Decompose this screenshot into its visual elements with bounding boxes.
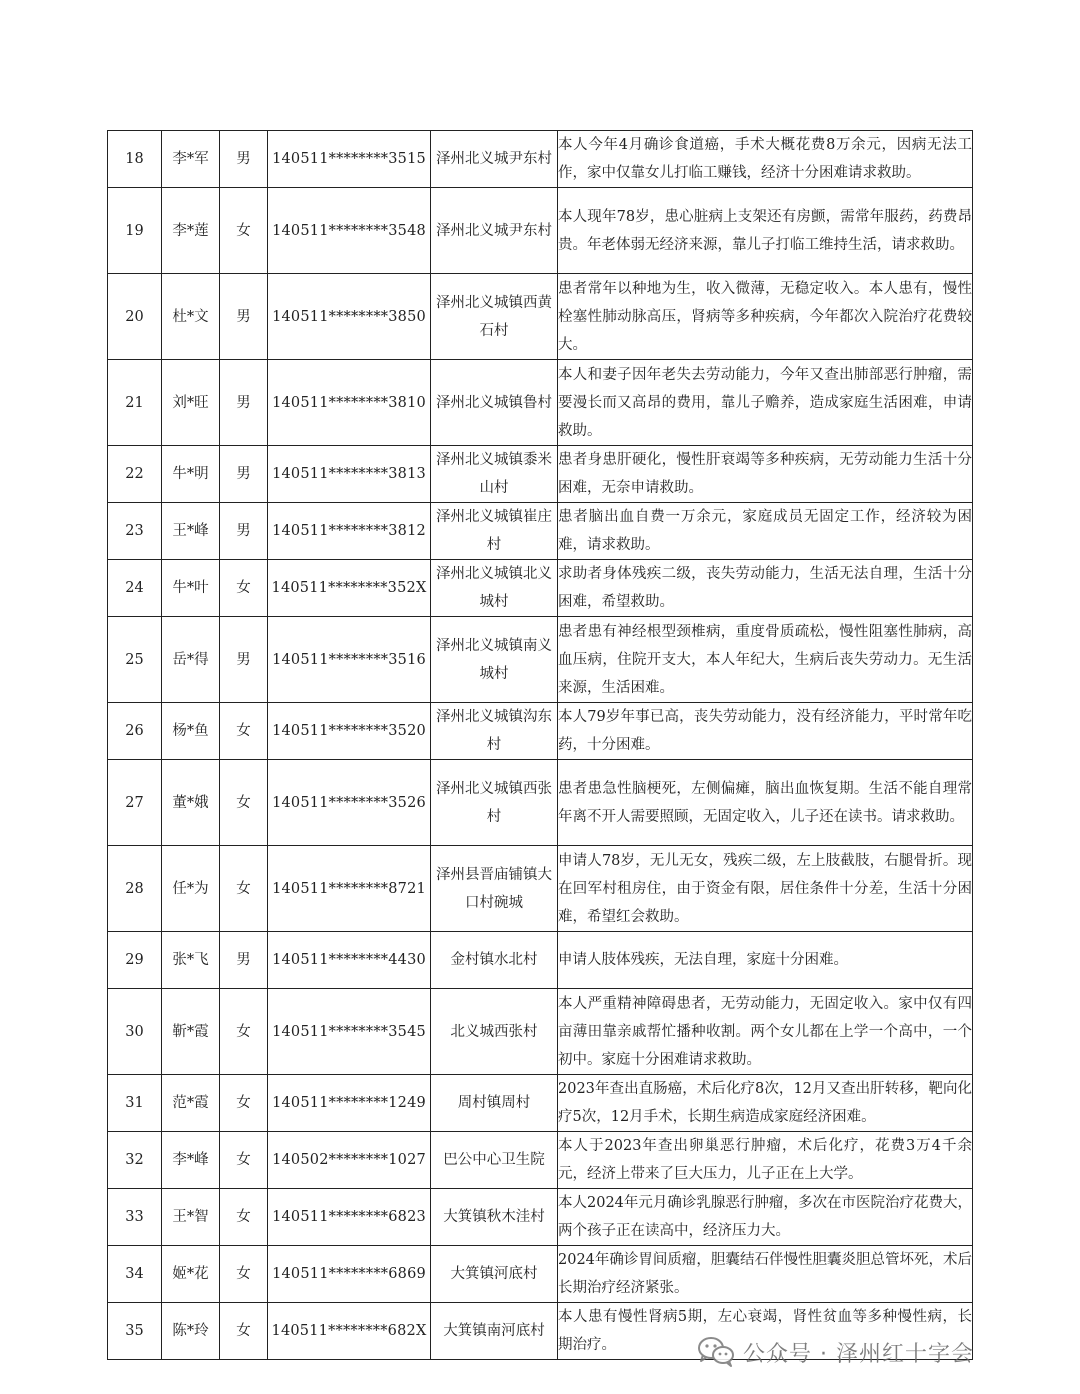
name-cell: 王*峰 [162,503,220,560]
table-row [108,1132,973,1189]
description-cell: 患者身患肝硬化，慢性肝衰竭等多种疾病，无劳动能力生活十分困难，无奈申请救助。 [558,446,973,503]
table-row [108,617,973,703]
address-cell: 泽州北义城镇西张村 [431,760,558,846]
address-cell: 泽州北义城镇鲁村 [431,360,558,446]
address-cell: 泽州北义城镇黍米山村 [431,446,558,503]
description-cell: 患者患急性脑梗死，左侧偏瘫，脑出血恢复期。生活不能自理常年离不开人需要照顾，无固定收入，儿子还在读书。请求救助。 [558,760,973,846]
serial-number-cell: 34 [108,1246,162,1303]
serial-number-cell: 35 [108,1303,162,1360]
serial-number-cell: 20 [108,274,162,360]
name-cell: 李*军 [162,131,220,188]
name-cell: 牛*明 [162,446,220,503]
id-number-cell: 140511********4430 [268,932,431,989]
gender-cell: 女 [220,1132,268,1189]
gender-cell: 男 [220,360,268,446]
watermark-text: 公众号 · 泽州红十字会 [743,1341,974,1367]
address-cell: 大箕镇河底村 [431,1246,558,1303]
name-cell: 靳*霞 [162,989,220,1075]
address-cell: 泽州北义城镇沟东村 [431,703,558,760]
id-number-cell: 140511********6869 [268,1246,431,1303]
address-cell: 周村镇周村 [431,1075,558,1132]
serial-number-cell: 30 [108,989,162,1075]
serial-number-cell: 18 [108,131,162,188]
watermark [697,1332,974,1372]
id-number-cell: 140511********8721 [268,846,431,932]
name-cell: 姬*花 [162,1246,220,1303]
address-cell: 泽州北义城镇南义城村 [431,617,558,703]
serial-number-cell: 33 [108,1189,162,1246]
gender-cell: 男 [220,131,268,188]
table-row [108,932,973,989]
serial-number-cell: 22 [108,446,162,503]
serial-number-cell: 25 [108,617,162,703]
gender-cell: 女 [220,1075,268,1132]
gender-cell: 男 [220,617,268,703]
table-row [108,274,973,360]
id-number-cell: 140511********3548 [268,188,431,274]
gender-cell: 女 [220,1246,268,1303]
serial-number-cell: 21 [108,360,162,446]
table-row [108,1189,973,1246]
description-cell: 本人于2023年查出卵巢恶行肿瘤，术后化疗，花费3万4千余元，经济上带来了巨大压力，儿子正在上大学。 [558,1132,973,1189]
table-row [108,1075,973,1132]
name-cell: 任*为 [162,846,220,932]
table-row [108,703,973,760]
description-cell: 本人今年4月确诊食道癌，手术大概花费8万余元，因病无法工作，家中仅靠女儿打临工赚钱，经济十分困难请求救助。 [558,131,973,188]
address-cell: 泽州北义城镇崔庄村 [431,503,558,560]
description-cell: 本人严重精神障碍患者，无劳动能力，无固定收入。家中仅有四亩薄田靠亲戚帮忙播种收割。两个女儿都在上学一个高中，一个初中。家庭十分困难请求救助。 [558,989,973,1075]
table-row [108,446,973,503]
id-number-cell: 140511********3850 [268,274,431,360]
description-cell: 求助者身体残疾二级，丧失劳动能力，生活无法自理，生活十分困难，希望救助。 [558,560,973,617]
description-cell: 本人2024年元月确诊乳腺恶行肿瘤，多次在市医院治疗花费大，两个孩子正在读高中，经济压力大。 [558,1189,973,1246]
description-cell: 2024年确诊胃间质瘤，胆囊结石伴慢性胆囊炎胆总管坏死，术后长期治疗经济紧张。 [558,1246,973,1303]
id-number-cell: 140511********352X [268,560,431,617]
table-row [108,188,973,274]
name-cell: 李*莲 [162,188,220,274]
name-cell: 牛*叶 [162,560,220,617]
table-row [108,760,973,846]
name-cell: 杜*文 [162,274,220,360]
address-cell: 金村镇水北村 [431,932,558,989]
id-number-cell: 140511********3520 [268,703,431,760]
description-cell: 患者患有神经根型颈椎病，重度骨质疏松，慢性阻塞性肺病，高血压病，住院开支大，本人年纪大，生病后丧失劳动力。无生活来源，生活困难。 [558,617,973,703]
id-number-cell: 140511********3516 [268,617,431,703]
description-cell: 申请人肢体残疾，无法自理，家庭十分困难。 [558,932,973,989]
name-cell: 刘*旺 [162,360,220,446]
address-cell: 大箕镇南河底村 [431,1303,558,1360]
id-number-cell: 140511********3812 [268,503,431,560]
gender-cell: 男 [220,446,268,503]
id-number-cell: 140511********3515 [268,131,431,188]
gender-cell: 女 [220,703,268,760]
table-row [108,503,973,560]
name-cell: 范*霞 [162,1075,220,1132]
id-number-cell: 140502********1027 [268,1132,431,1189]
serial-number-cell: 23 [108,503,162,560]
name-cell: 张*飞 [162,932,220,989]
description-cell: 2023年查出直肠癌，术后化疗8次，12月又查出肝转移，靶向化疗5次，12月手术，长期生病造成家庭经济困难。 [558,1075,973,1132]
name-cell: 杨*鱼 [162,703,220,760]
gender-cell: 男 [220,503,268,560]
name-cell: 李*峰 [162,1132,220,1189]
address-cell: 泽州北义城尹东村 [431,188,558,274]
serial-number-cell: 29 [108,932,162,989]
name-cell: 董*娥 [162,760,220,846]
table-row [108,360,973,446]
gender-cell: 男 [220,932,268,989]
serial-number-cell: 32 [108,1132,162,1189]
wechat-icon [697,1336,735,1368]
serial-number-cell: 27 [108,760,162,846]
address-cell: 巴公中心卫生院 [431,1132,558,1189]
description-cell: 患者常年以种地为生，收入微薄，无稳定收入。本人患有，慢性栓塞性肺动脉高压，肾病等多种疾病，今年都次入院治疗花费较大。 [558,274,973,360]
table-row [108,560,973,617]
serial-number-cell: 31 [108,1075,162,1132]
id-number-cell: 140511********3813 [268,446,431,503]
table-row [108,846,973,932]
serial-number-cell: 24 [108,560,162,617]
id-number-cell: 140511********3810 [268,360,431,446]
gender-cell: 女 [220,989,268,1075]
gender-cell: 女 [220,760,268,846]
gender-cell: 女 [220,188,268,274]
gender-cell: 女 [220,560,268,617]
id-number-cell: 140511********3545 [268,989,431,1075]
description-cell: 本人79岁年事已高，丧失劳动能力，没有经济能力，平时常年吃药，十分困难。 [558,703,973,760]
address-cell: 泽州北义城尹东村 [431,131,558,188]
name-cell: 王*智 [162,1189,220,1246]
gender-cell: 男 [220,274,268,360]
address-cell: 泽州县晋庙铺镇大口村碗城 [431,846,558,932]
gender-cell: 女 [220,1303,268,1360]
serial-number-cell: 28 [108,846,162,932]
id-number-cell: 140511********682X [268,1303,431,1360]
id-number-cell: 140511********1249 [268,1075,431,1132]
id-number-cell: 140511********3526 [268,760,431,846]
address-cell: 泽州北义城镇西黄石村 [431,274,558,360]
description-cell: 申请人78岁，无儿无女，残疾二级，左上肢截肢，右腿骨折。现在回军村租房住，由于资金有限，居住条件十分差，生活十分困难，希望红会救助。 [558,846,973,932]
serial-number-cell: 19 [108,188,162,274]
description-cell: 患者脑出血自费一万余元，家庭成员无固定工作，经济较为困难，请求救助。 [558,503,973,560]
description-cell: 本人患有慢性肾病5期，左心衰竭，肾性贫血等多种慢性病，长期治疗。 [558,1303,973,1360]
name-cell: 岳*得 [162,617,220,703]
serial-number-cell: 26 [108,703,162,760]
address-cell: 大箕镇秋木洼村 [431,1189,558,1246]
table-row [108,1246,973,1303]
id-number-cell: 140511********6823 [268,1189,431,1246]
gender-cell: 女 [220,846,268,932]
description-cell: 本人现年78岁，患心脏病上支架还有房颤，需常年服药，药费昂贵。年老体弱无经济来源，靠儿子打临工维持生活，请求救助。 [558,188,973,274]
table-row [108,989,973,1075]
address-cell: 北义城西张村 [431,989,558,1075]
gender-cell: 女 [220,1189,268,1246]
address-cell: 泽州北义城镇北义城村 [431,560,558,617]
table-body [108,131,973,1360]
relief-applicants-table [107,130,973,1360]
name-cell: 陈*玲 [162,1303,220,1360]
description-cell: 本人和妻子因年老失去劳动能力，今年又查出肺部恶行肿瘤，需要漫长而又高昂的费用，靠儿子赡养，造成家庭生活困难，申请救助。 [558,360,973,446]
table-row [108,131,973,188]
